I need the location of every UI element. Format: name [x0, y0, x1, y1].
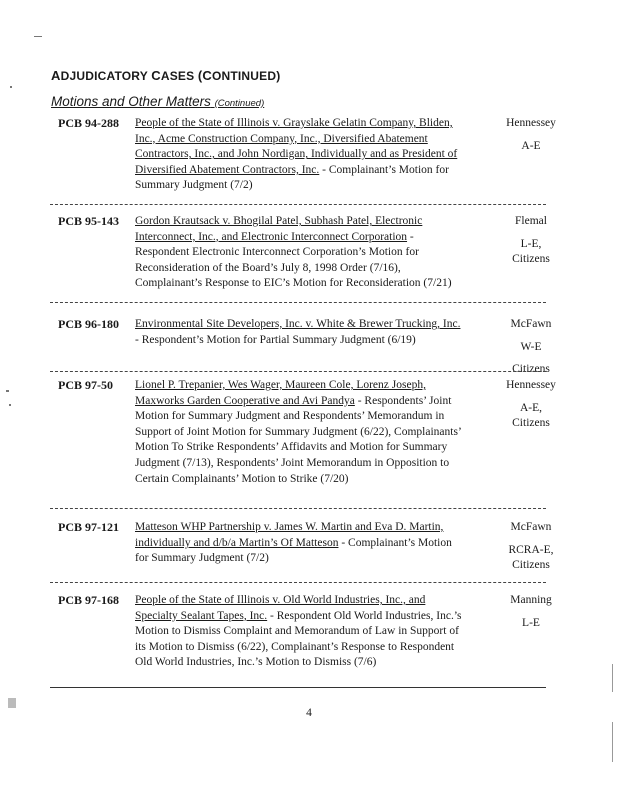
- divider-rule: [50, 508, 546, 509]
- subsection-heading: [51, 94, 264, 109]
- case-motions: - Respondent Electronic Interconnect Corporation’s Motion for Reconsideration of the Board’s July 8, 1998 Order (7/16), Complainant’s Response to EIC’s Motion for Reconsideration (7/21): [135, 230, 452, 290]
- case-type: RCRA-E,: [508, 543, 554, 556]
- section-heading: ADJUDICATORY CASES (CONTINUED): [51, 68, 281, 83]
- case-meta: [475, 214, 587, 268]
- case-title: People of the State of Illinois v. Old World Industries, Inc., and Specialty Sealant Tapes, Inc.: [135, 594, 426, 622]
- case-motions: - Respondent’s Motion for Partial Summary Judgment (6/19): [135, 333, 416, 346]
- scan-speck: [6, 390, 9, 392]
- case-description: [135, 593, 467, 671]
- scan-speck: [34, 36, 42, 37]
- case-motions: - Respondent Old World Industries, Inc.’s Motion to Dismiss Complaint and Memorandum of Law in Support of its Motion to Dismiss (6/22), Complainant’s Response to Respondent Old World Industries, Inc.’s Motion to Dismiss (7/6): [135, 609, 462, 669]
- case-citizens: Citizens: [512, 559, 550, 572]
- divider-rule: [50, 582, 546, 583]
- case-motions: - Complainant’s Motion for Summary Judgment (7/2): [135, 163, 449, 192]
- divider-rule: [50, 371, 546, 372]
- board-member: Hennessey: [506, 379, 556, 391]
- case-meta: [475, 317, 587, 378]
- divider-rule: [50, 687, 546, 688]
- scan-speck: [9, 404, 11, 406]
- case-motions: - Respondents’ Joint Motion for Summary Judgment and Respondents’ Memorandum in Support of Joint Motion for Summary Judgment (6/22), Complainants’ Motion To Strike Respondents’ Affidavits and Motion for Summary Judgment (7/13), Respondents’ Joint Memorandum in Opposition to Certain Complainants’ Motion to Strike (7/20): [135, 394, 461, 485]
- case-description: [135, 378, 467, 487]
- case-meta: [475, 116, 587, 154]
- case-description: [135, 214, 467, 292]
- case-meta: [475, 593, 587, 631]
- case-meta: [475, 520, 587, 574]
- case-citizens: Citizens: [512, 253, 550, 266]
- scan-margin-mark: [612, 664, 613, 692]
- case-description: [135, 317, 467, 348]
- case-type: L-E: [522, 616, 540, 629]
- divider-rule: [50, 204, 546, 205]
- case-title: Environmental Site Developers, Inc. v. White & Brewer Trucking, Inc.: [135, 318, 461, 330]
- board-member: McFawn: [510, 318, 552, 330]
- scan-speck: [10, 86, 12, 88]
- case-title: Gordon Krautsack v. Bhogilal Patel, Subhash Patel, Electronic Interconnect, Inc., and Electronic Interconnect Corporation: [135, 215, 423, 243]
- case-description: [135, 520, 467, 567]
- case-type: A-E: [521, 139, 541, 152]
- board-member: Manning: [510, 594, 552, 606]
- case-number: PCB 97-50: [58, 378, 113, 392]
- case-number: PCB 96-180: [58, 317, 119, 331]
- case-motions: - Complainant’s Motion for Summary Judgment (7/2): [135, 536, 452, 565]
- board-member: McFawn: [510, 521, 552, 533]
- case-citizens: Citizens: [512, 363, 550, 376]
- case-citizens: Citizens: [512, 417, 550, 430]
- case-title: People of the State of Illinois v. Grayslake Gelatin Company, Bliden, Inc., Acme Construction Company, Inc., Diversified Abatement Contractors, Inc., and John Nordigan, Individually and as President of Diversified Abatement Contractors, Inc.: [135, 117, 458, 176]
- case-type: A-E,: [519, 401, 543, 414]
- case-title: Matteson WHP Partnership v. James W. Martin and Eva D. Martin, individually and d/b/a Martin’s Of Matteson: [135, 521, 444, 549]
- case-type: L-E,: [520, 237, 542, 250]
- case-number: PCB 95-143: [58, 214, 119, 228]
- case-number: PCB 94-288: [58, 116, 119, 130]
- board-member: Hennessey: [506, 117, 556, 129]
- case-title: Lionel P. Trepanier, Wes Wager, Maureen Cole, Lorenz Joseph, Maxworks Garden Cooperative and Avi Pandya: [135, 379, 426, 407]
- divider-rule: [50, 302, 546, 303]
- case-number: PCB 97-168: [58, 593, 119, 607]
- subsection-title: Motions and Other Matters: [51, 94, 211, 109]
- scan-speck: [8, 698, 16, 708]
- case-description: [135, 116, 467, 194]
- scan-margin-mark: [612, 722, 613, 762]
- board-member: Flemal: [515, 215, 547, 227]
- subsection-note: (Continued): [214, 98, 265, 109]
- case-type: W-E: [520, 340, 542, 353]
- case-number: PCB 97-121: [58, 520, 119, 534]
- case-meta: [475, 378, 587, 432]
- page-number: 4: [306, 707, 312, 719]
